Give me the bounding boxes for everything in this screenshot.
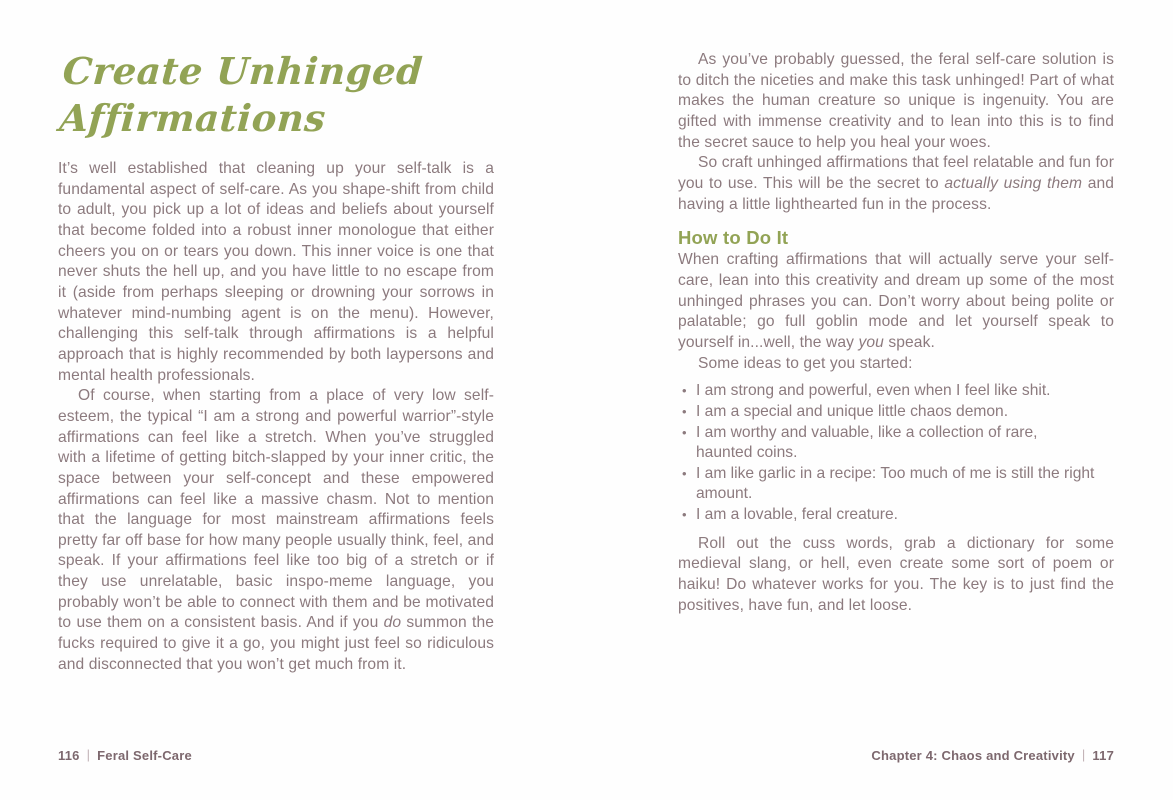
list-item-text: I am worthy and valuable, like a collection of rare, haunted coins. [696, 423, 1038, 462]
list-item [678, 505, 1114, 526]
chapter-running-title: Chapter 4: Chaos and Creativity [871, 748, 1075, 763]
page-left [0, 0, 586, 800]
section-title-line-2: Affirmations [58, 96, 328, 140]
how-to-do-it-heading: How to Do It [678, 227, 789, 249]
page-right-content [678, 50, 1114, 616]
footer-separator-left: | [86, 747, 91, 762]
section-title [58, 48, 501, 142]
paragraph-so-craft: So craft unhinged affirmations that feel relatable and fun for you to use. This will be the secret to actually using them and having a little lighthearted fun in the process. [678, 154, 1115, 213]
footer-right [871, 748, 1114, 763]
page-number-right: 117 [1092, 748, 1114, 763]
bullet-icon: • [682, 507, 687, 523]
list-item-text: I am like garlic in a recipe: Too much of me is still the right amount. [696, 464, 1095, 503]
section-title-line-1: Create Unhinged [61, 49, 425, 93]
list-item-text: I am strong and powerful, even when I feel like shit. [696, 382, 1051, 400]
list-item [678, 402, 1114, 423]
page-right [586, 0, 1173, 800]
list-item [678, 381, 1114, 402]
page-number-left: 116 [58, 748, 80, 763]
list-item [678, 464, 1114, 505]
paragraph-of-course: Of course, when starting from a place of very low self-esteem, the typical “I am a strong and powerful warrior”-style affirmations can feel like a stretch. When you’ve struggled with a lifetime of getting bitch-slapped by your inner critic, the space between your self-concept and these empowered affirmations can feel like a massive chasm. Not to mention that the language for most mainstream affirmations feels pretty far off base for how many people usually think, feel, and speak. If your affirmations feel like too big of a stretch or if they use unrelatable, basic inspo-meme language, you probably won’t be able to connect with them and be motivated to use them on a consistent basis. And if you do summon the fucks required to give it a go, you might just feel so ridiculous and disconnected that you won’t get much from it. [58, 387, 494, 673]
footer-separator-right: | [1081, 747, 1086, 762]
list-item [678, 423, 1114, 464]
bullet-icon: • [682, 383, 687, 399]
footer-left [58, 748, 192, 763]
bullet-icon: • [682, 403, 687, 419]
page-left-content [58, 48, 494, 675]
bullet-icon: • [682, 465, 687, 481]
paragraph-intro: It’s well established that cleaning up your self-talk is a fundamental aspect of self-care. As you shape-shift from child to adult, you pick up a lot of ideas and beliefs about yourself that become folded into a robust inner monologue that either cheers you on or tears you down. This inner voice is one that never shuts the hell up, and you have little to no escape from it (aside from perhaps sleeping or drowning your sorrows in whatever mind-numbing agent is on the menu). However, challenging this self-talk through affirmations is a helpful approach that is highly recommended by both laypersons and mental health professionals. [58, 160, 494, 384]
bullet-icon: • [682, 424, 687, 440]
paragraph-some-ideas: Some ideas to get you started: [698, 354, 913, 372]
paragraph-closing: Roll out the cuss words, grab a dictionary for some medieval slang, or hell, even create some sort of poem or haiku! Do whatever works for you. The key is to just find the positives, have fun, and let loose. [678, 534, 1114, 614]
paragraph-guessed: As you’ve probably guessed, the feral self-care solution is to ditch the niceties and make this task unhinged! Part of what makes the human creature so unique is ingenuity. You are gifted with immense creativity and to lean into this is to find the secret sauce to help you heal your woes. [678, 51, 1114, 151]
list-item-text: I am a lovable, feral creature. [696, 506, 898, 524]
running-title: Feral Self-Care [97, 748, 192, 763]
affirmation-list [678, 381, 1114, 526]
list-item-text: I am a special and unique little chaos demon. [696, 402, 1009, 420]
paragraph-when-crafting: When crafting affirmations that will actually serve your self-care, lean into this creativity and dream up some of the most unhinged phrases you can. Don’t worry about being polite or palatable; go full goblin mode and let yourself speak to yourself in...well, the way you speak. [678, 251, 1114, 351]
